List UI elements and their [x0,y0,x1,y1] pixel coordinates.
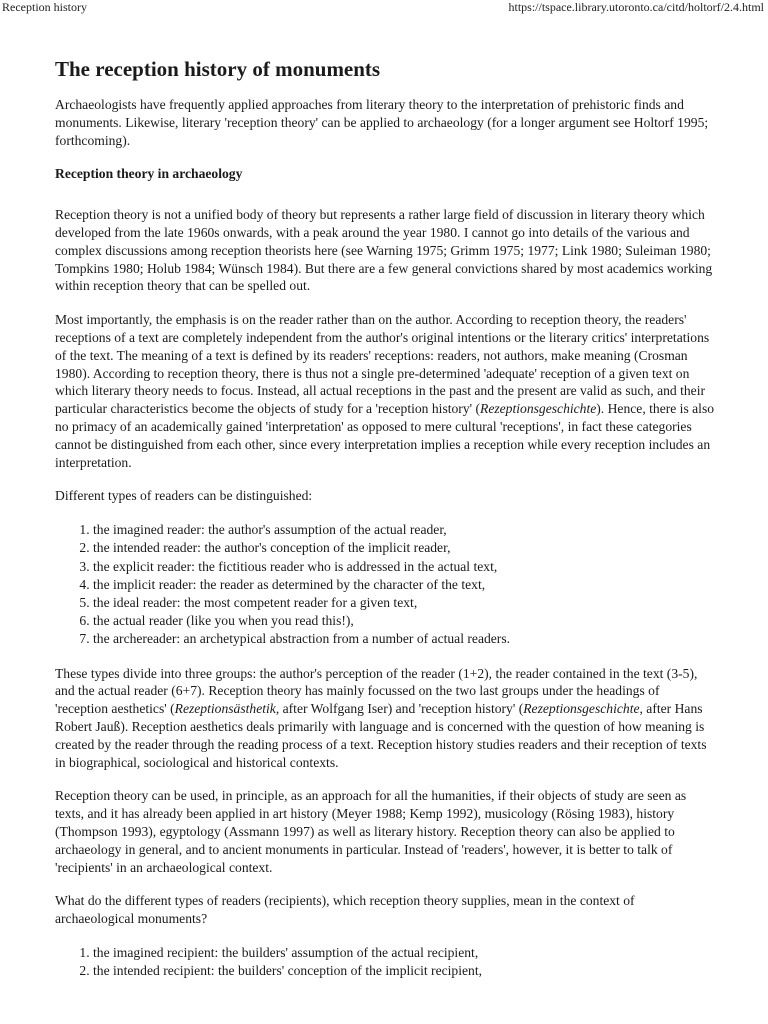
list-item: 3. the explicit reader: the fictitious reader who is addressed in the actual text, [93,558,715,576]
list-item: 2. the intended reader: the author's conception of the implicit reader, [93,539,715,557]
paragraph-4 [55,665,715,772]
italic-term: Rezeptionsästhetik [174,701,276,717]
italic-term: Rezeptionsgeschichte [480,401,597,417]
list-item: 7. the archereader: an archetypical abstraction from a number of actual readers. [93,630,715,648]
text-segment: ). Hence, there is also no primacy of an academically gained 'interpretation' as opposed to mere cultural 'receptions', in fact these categories cannot be distinguished from each other, since every interpretation implies a reception while every reception includes an interpretation. [55,401,715,470]
header-title: Reception history [2,0,87,14]
list-item: 2. the intended recipient: the builders' conception of the implicit recipient, [93,962,715,980]
paragraph-1: Reception theory is not a unified body of theory but represents a rather large field of discussion in literary theory which developed from the late 1960s onwards, with a peak around the year 1980. I cannot go into details of the various and complex discussions among reception theorists here (see Warning 1975; Grimm 1975; 1977; Link 1980; Suleiman 1980; Tompkins 1980; Holub 1984; Wünsch 1984). But there are a few general convictions shared by most academics working within reception theory that can be spelled out. [55,207,713,294]
list-item: 1. the imagined recipient: the builders' assumption of the actual recipient, [93,944,715,962]
text-segment: These types divide into three groups: the author's perception of the reader (1+2), the reader contained in the text (3-5), and the actual reader (6+7). Reception theory has mainly focussed on the two last groups under the headings of 'reception aesthetics' ( [55,665,698,717]
page-header [0,0,768,16]
list-item: 4. the implicit reader: the reader as determined by the character of the text, [93,576,715,594]
recipients-list [55,944,715,980]
list-item: 1. the imagined reader: the author's assumption of the actual reader, [93,521,715,539]
header-url[interactable]: https://tspace.library.utoronto.ca/citd/holtorf/2.4.html [508,0,764,14]
paragraph-2 [55,311,715,471]
text-segment: Most importantly, the emphasis is on the reader rather than on the author. According to reception theory, the readers' receptions of a text are completely independent from the author's original intentions or the literary critics' interpretations of the text. The meaning of a text is defined by its readers' receptions: readers, not authors, make meaning (Crosman 1980). According to reception theory, there is thus not a single pre-determined 'adequate' reception of a given text on which literary theory needs to focus. Instead, all actual receptions in the past and the present are valid as such, and their particular characteristics become the objects of study for a 'reception history' ( [55,312,710,417]
paragraph-5: Reception theory can be used, in principle, as an approach for all the humanities, if their objects of study are seen as texts, and it has already been applied in art history (Meyer 1988; Kemp 1992), musicology (Rösing 1983), history (Thompson 1993), egyptology (Assmann 1997) as well as literary history. Reception theory can also be applied to archaeology in general, and to ancient monuments in particular. Instead of 'readers', however, it is better to talk of 'recipients' in an archaeological context. [55,788,687,875]
text-segment: , after Hans Robert Jauß). Reception aesthetics deals primarily with language and is concerned with the question of how meaning is created by the reader through the reading process of a text. Reception history studies readers and their reception of texts in biographical, sociological and historical contexts. [55,701,707,770]
page-title: The reception history of monuments [55,57,381,81]
intro-paragraph: Archaeologists have frequently applied approaches from literary theory to the interpretation of prehistoric finds and monuments. Likewise, literary 'reception theory' can be applied to archaeology (for a longer argument see Holtorf 1995; forthcoming). [55,97,709,148]
italic-term: Rezeptionsgeschichte [523,701,640,717]
article [55,56,715,996]
list-item: 5. the ideal reader: the most competent reader for a given text, [93,594,715,612]
section-heading: Reception theory in archaeology [55,166,243,182]
text-segment: , after Wolfgang Iser) and 'reception history' ( [275,701,524,717]
paragraph-6: What do the different types of readers (recipients), which reception theory supplies, mean in the context of archaeological monuments? [55,893,635,927]
readers-list [55,521,715,648]
paragraph-3: Different types of readers can be distinguished: [55,488,313,504]
list-item: 6. the actual reader (like you when you read this!), [93,612,715,630]
